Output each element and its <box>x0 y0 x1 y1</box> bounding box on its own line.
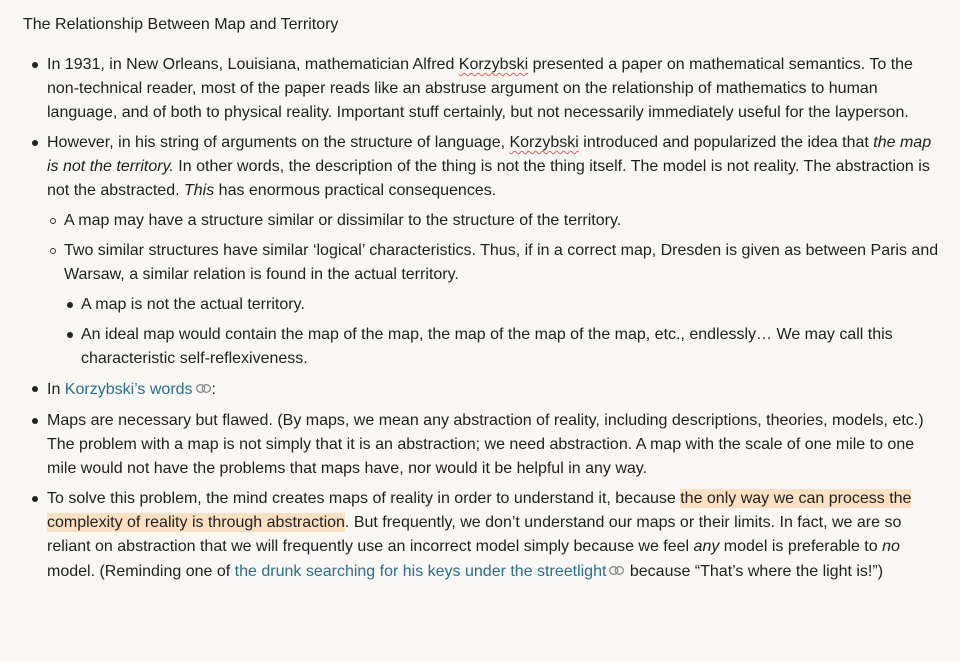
item-text: . But frequently, we don’t understand our maps or their limits. In fact, we are so reliant on abstraction that we will frequently use an incorrect model simply because we feel <box>47 514 902 555</box>
sub-list-item <box>47 239 939 371</box>
list-item <box>23 487 939 585</box>
list-item <box>23 131 939 371</box>
item-text: Two similar structures have similar ‘logical’ characteristics. Thus, if in a correct map, Dresden is given as between Paris and Warsaw, a similar relation is found in the actual territory. <box>64 242 939 283</box>
item-text: has enormous practical consequences. <box>214 182 497 199</box>
item-text: introduced and popularized the idea that <box>578 134 874 151</box>
item-text: In other words, the description of the thing is not the thing itself. The model is not reality. The abstraction is not the abstracted. <box>47 158 930 199</box>
list-item <box>23 409 939 481</box>
nested-list-item <box>64 323 939 371</box>
emphasis-text: no <box>882 538 900 555</box>
sub-list <box>47 209 939 371</box>
item-text: because “That’s where the light is!”) <box>625 563 884 581</box>
item-text: To solve this problem, the mind creates maps of reality in order to understand it, because <box>47 490 681 507</box>
item-text: Maps are necessary but flawed. (By maps, we mean any abstraction of reality, including descriptions, theories, models, etc.) The problem with a map is not simply that it is an abstraction; we need abstraction. A map with the scale of one mile to one mile would not have the problems that maps have, nor would it be helpful in any way. <box>47 412 924 477</box>
emphasis-text: the map is not the territory. <box>47 134 932 175</box>
list-item <box>23 53 939 125</box>
nested-list-item <box>64 293 939 317</box>
list-item <box>23 377 939 403</box>
item-text: In 1931, in New Orleans, Louisiana, mathematician Alfred <box>47 56 459 73</box>
emphasis-text: This <box>183 182 215 199</box>
highlighted-text: the only way we can process the complexity of reality is through abstraction <box>47 490 912 531</box>
item-text: An ideal map would contain the map of the map, the map of the map of the map, etc., endlessly… We may call this characteristic self-reflexiveness. <box>81 326 893 367</box>
drunk-streetlight-link[interactable]: the drunk searching for his keys under the streetlight <box>234 563 607 581</box>
item-text: In <box>47 381 65 399</box>
link-icon[interactable] <box>609 559 624 583</box>
misspelled-word: Korzybski <box>509 134 579 151</box>
item-text: model is preferable to <box>719 538 883 555</box>
item-text: model. (Reminding one of <box>47 563 235 581</box>
korzybski-words-link[interactable]: Korzybski’s words <box>64 381 193 399</box>
item-text: A map is not the actual territory. <box>81 296 305 313</box>
bullet-list <box>23 53 960 585</box>
item-text: : <box>211 381 216 399</box>
nested-sub-list <box>64 293 939 371</box>
item-text: presented a paper on mathematical semantics. To the non-technical reader, most of the paper reads like an abstruse argument on the relationship of mathematics to human language, and of both to physical reality. Important stuff certainly, but not necessarily immediately useful for the layperson. <box>47 56 913 121</box>
sub-list-item <box>47 209 939 233</box>
misspelled-word: Korzybski <box>458 56 529 73</box>
item-text: However, in his string of arguments on the structure of language, <box>47 134 510 151</box>
emphasis-text: any <box>693 538 720 555</box>
document-title: The Relationship Between Map and Territory <box>23 16 339 33</box>
link-icon[interactable] <box>196 377 211 401</box>
item-text: A map may have a structure similar or dissimilar to the structure of the territory. <box>64 212 622 229</box>
